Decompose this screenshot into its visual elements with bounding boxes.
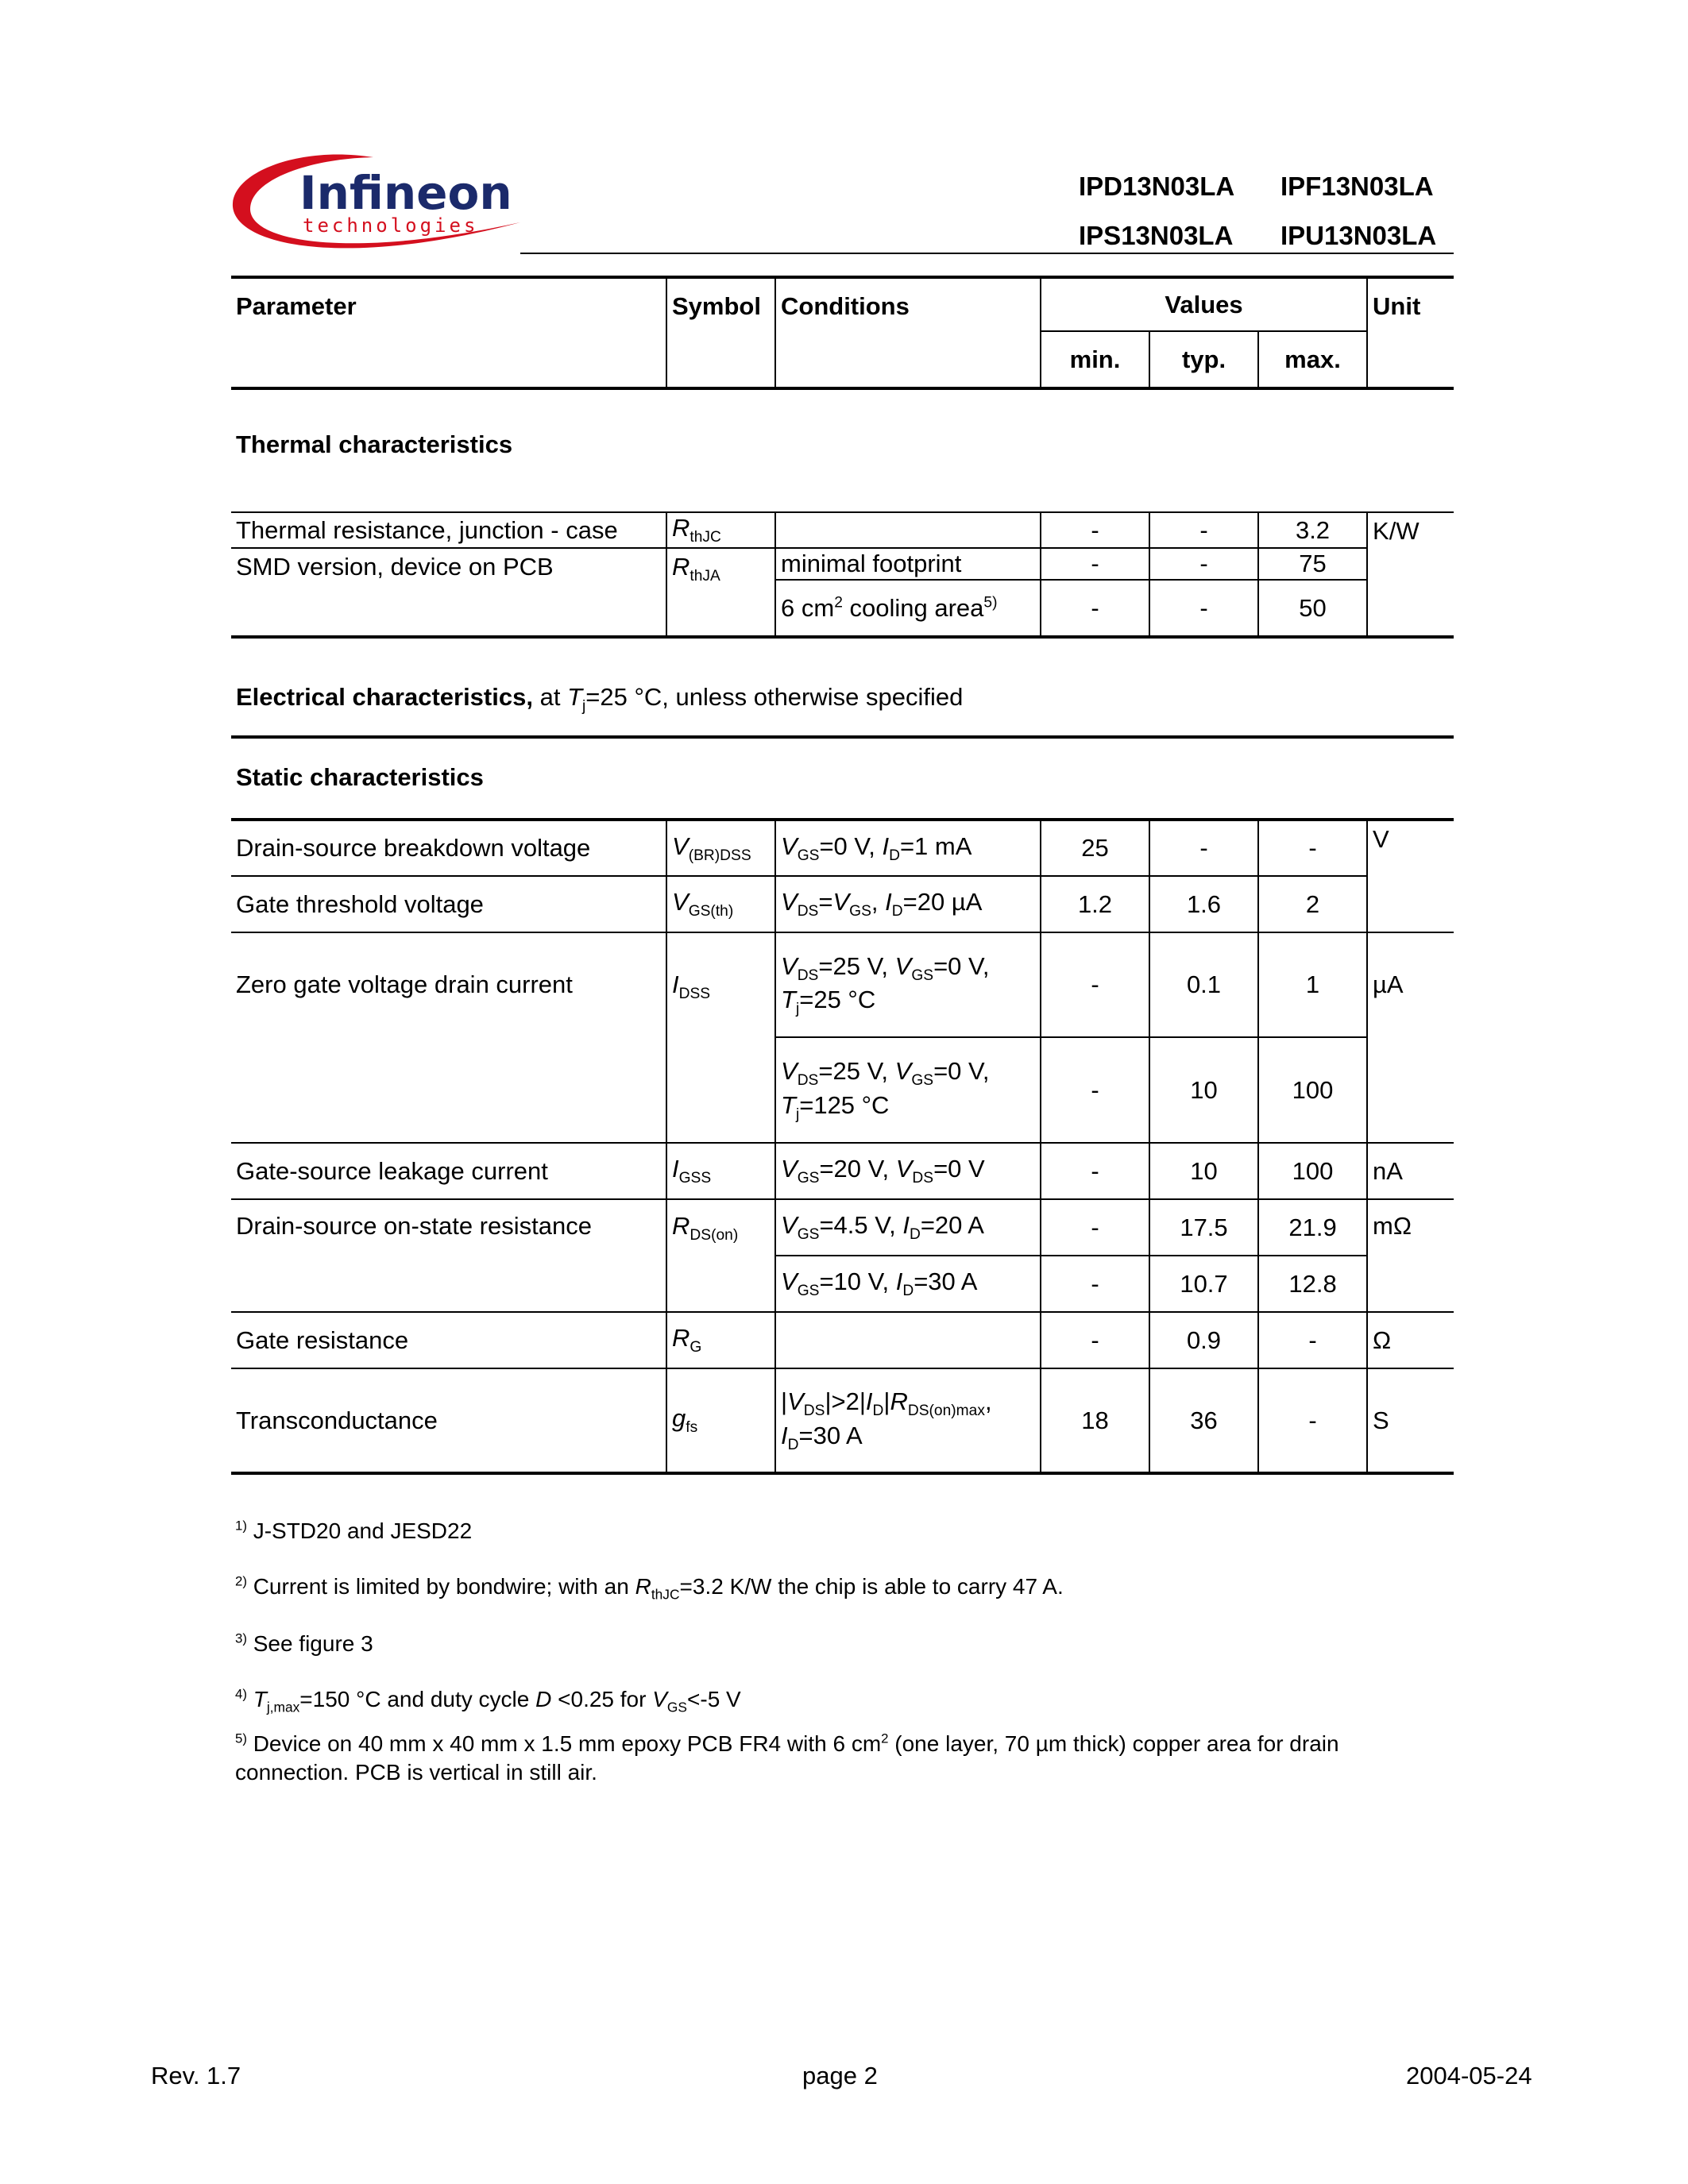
footnote-3: $^{3)}$ See figure 3 bbox=[235, 1630, 373, 1656]
max-rdson-45: 21.9 bbox=[1258, 1199, 1367, 1256]
max-rthja-2: 50 bbox=[1258, 580, 1367, 637]
min-idss-125: - bbox=[1041, 1037, 1149, 1143]
max-rthja-1: 75 bbox=[1258, 548, 1367, 580]
typ-idss-125: 10 bbox=[1149, 1037, 1258, 1143]
symbol-gfs: $g_{fs}$ bbox=[666, 1368, 775, 1473]
cond-igss: $V_{GS}=20$ V, $V_{DS}=0$ V bbox=[775, 1143, 1041, 1199]
typ-vth: 1.6 bbox=[1149, 876, 1258, 932]
table-row bbox=[231, 1312, 1454, 1368]
section-static: Static characteristics bbox=[231, 737, 1454, 820]
typ-rthja-1: - bbox=[1149, 548, 1258, 580]
typ-idss-25: 0.1 bbox=[1149, 932, 1258, 1037]
param-rdson: Drain-source on-state resistance bbox=[231, 1199, 666, 1312]
typ-rthjc: - bbox=[1149, 512, 1258, 548]
parameter-table bbox=[231, 276, 1454, 1475]
min-vth: 1.2 bbox=[1041, 876, 1149, 932]
typ-rdson-10: 10.7 bbox=[1149, 1256, 1258, 1312]
cond-rdson-10: $V_{GS}=10$ V, $I_D=30$ A bbox=[775, 1256, 1041, 1312]
cond-rthjc bbox=[775, 512, 1041, 548]
part-number-3: IPS13N03LA bbox=[1079, 221, 1234, 250]
max-idss-25: 1 bbox=[1258, 932, 1367, 1037]
part-number-2: IPF13N03LA bbox=[1280, 172, 1434, 201]
footnote-1: $^{1)}$ J-STD20 and JESD22 bbox=[235, 1518, 473, 1543]
cond-vth: $V_{DS}=V_{GS}$, $I_D=20$ µA bbox=[775, 876, 1041, 932]
cond-min-footprint: minimal footprint bbox=[775, 548, 1041, 580]
part-number-4: IPU13N03LA bbox=[1280, 221, 1437, 250]
symbol-rthjc: $R_{thJC}$ bbox=[666, 512, 775, 548]
cond-rg bbox=[775, 1312, 1041, 1368]
table-row bbox=[231, 820, 1454, 876]
min-rthja-1: - bbox=[1041, 548, 1149, 580]
typ-igss: 10 bbox=[1149, 1143, 1258, 1199]
param-vth: Gate threshold voltage bbox=[231, 876, 666, 932]
typ-rthja-2: - bbox=[1149, 580, 1258, 637]
footnote-4: $^{4)}$ $T_{j,max}=150$ °C and duty cycle D <0.25 for $V_{GS}<-5$ V bbox=[235, 1686, 741, 1715]
typ-rdson-45: 17.5 bbox=[1149, 1199, 1258, 1256]
symbol-vth: $V_{GS(th)}$ bbox=[666, 876, 775, 932]
min-idss-25: - bbox=[1041, 932, 1149, 1037]
max-rdson-10: 12.8 bbox=[1258, 1256, 1367, 1312]
header-conditions: Conditions bbox=[775, 277, 1041, 388]
max-rthjc: 3.2 bbox=[1258, 512, 1367, 548]
cond-rdson-45: $V_{GS}=4.5$ V, $I_D=20$ A bbox=[775, 1199, 1041, 1256]
min-rdson-45: - bbox=[1041, 1199, 1149, 1256]
min-igss: - bbox=[1041, 1143, 1149, 1199]
footnote-5: $^{5)}$ Device on 40 mm x 40 mm x 1.5 mm epoxy PCB FR4 with 6 $cm^2$ (one layer, 70 µm thick) copper area for drain connection. PCB is vertical in still air. bbox=[235, 1731, 1339, 1785]
unit-ohm: Ω bbox=[1367, 1312, 1454, 1368]
symbol-rg: $R_G$ bbox=[666, 1312, 775, 1368]
section-thermal: Thermal characteristics bbox=[231, 388, 1454, 512]
header-values: Values bbox=[1041, 277, 1367, 331]
part-number-1: IPD13N03LA bbox=[1079, 172, 1235, 201]
cond-idss-25: $V_{DS}=25$ V, $V_{GS}=0$ V, $T_j=25$ °C bbox=[775, 932, 1041, 1037]
infineon-logo bbox=[226, 149, 528, 276]
typ-bvdss: - bbox=[1149, 820, 1258, 876]
footer-page: page 2 bbox=[802, 2062, 878, 2089]
unit-siemens: S bbox=[1367, 1368, 1454, 1473]
max-vth: 2 bbox=[1258, 876, 1367, 932]
unit-nanoamp: nA bbox=[1367, 1143, 1454, 1199]
max-idss-125: 100 bbox=[1258, 1037, 1367, 1143]
param-bvdss: Drain-source breakdown voltage bbox=[231, 820, 666, 876]
min-gfs: 18 bbox=[1041, 1368, 1149, 1473]
table-row bbox=[231, 932, 1454, 1037]
logo-sub: technologies bbox=[303, 214, 479, 237]
footer-revision: Rev. 1.7 bbox=[151, 2062, 241, 2089]
typ-gfs: 36 bbox=[1149, 1368, 1258, 1473]
param-rthja: SMD version, device on PCB bbox=[231, 548, 666, 637]
table-header-row bbox=[231, 277, 1454, 331]
logo-name: Infineon bbox=[299, 166, 512, 220]
footnote-2: $^{2)}$ Current is limited by bondwire; with an $R_{thJC}=3.2$ K/W the chip is able to carry 47 A. bbox=[235, 1573, 1064, 1603]
cond-cooling-area: 6 $cm^2$ cooling area$^{5)}$ bbox=[775, 580, 1041, 637]
symbol-igss: $I_{GSS}$ bbox=[666, 1143, 775, 1199]
max-igss: 100 bbox=[1258, 1143, 1367, 1199]
unit-volt: V bbox=[1367, 820, 1454, 932]
max-rg: - bbox=[1258, 1312, 1367, 1368]
header-min: min. bbox=[1041, 331, 1149, 388]
min-rg: - bbox=[1041, 1312, 1149, 1368]
cond-idss-125: $V_{DS}=25$ V, $V_{GS}=0$ V, $T_j=125$ °C bbox=[775, 1037, 1041, 1143]
unit-microamp: µA bbox=[1367, 932, 1454, 1143]
table-row bbox=[231, 1199, 1454, 1256]
table-row bbox=[231, 1368, 1454, 1473]
min-rdson-10: - bbox=[1041, 1256, 1149, 1312]
cond-bvdss: $V_{GS}=0$ V, $I_D=1$ mA bbox=[775, 820, 1041, 876]
table-row bbox=[231, 548, 1454, 580]
min-rthja-2: - bbox=[1041, 580, 1149, 637]
header-unit: Unit bbox=[1367, 277, 1454, 388]
unit-thermal: K/W bbox=[1367, 512, 1454, 637]
unit-milliohm: mΩ bbox=[1367, 1199, 1454, 1312]
param-igss: Gate-source leakage current bbox=[231, 1143, 666, 1199]
table-row bbox=[231, 1143, 1454, 1199]
symbol-rthja: $R_{thJA}$ bbox=[666, 548, 775, 637]
symbol-rdson: $R_{DS(on)}$ bbox=[666, 1199, 775, 1312]
symbol-bvdss: $V_{(BR)DSS}$ bbox=[666, 820, 775, 876]
section-electrical: Electrical characteristics, at $T_j=25$ °C, unless otherwise specified bbox=[231, 637, 1454, 737]
param-rg: Gate resistance bbox=[231, 1312, 666, 1368]
header-max: max. bbox=[1258, 331, 1367, 388]
symbol-idss: $I_{DSS}$ bbox=[666, 932, 775, 1143]
header-symbol: Symbol bbox=[666, 277, 775, 388]
min-rthjc: - bbox=[1041, 512, 1149, 548]
table-row bbox=[231, 512, 1454, 548]
max-gfs: - bbox=[1258, 1368, 1367, 1473]
header-parameter: Parameter bbox=[231, 277, 666, 388]
table-row bbox=[231, 876, 1454, 932]
header-typ: typ. bbox=[1149, 331, 1258, 388]
param-rthjc: Thermal resistance, junction - case bbox=[231, 512, 666, 548]
cond-gfs: $|V_{DS}|>2|I_D|R_{DS(on)max}$, $I_D=30$ A bbox=[775, 1368, 1041, 1473]
header-rule bbox=[520, 253, 1454, 254]
footer-date: 2004-05-24 bbox=[1406, 2062, 1532, 2089]
min-bvdss: 25 bbox=[1041, 820, 1149, 876]
param-idss: Zero gate voltage drain current bbox=[231, 932, 666, 1143]
param-gfs: Transconductance bbox=[231, 1368, 666, 1473]
max-bvdss: - bbox=[1258, 820, 1367, 876]
typ-rg: 0.9 bbox=[1149, 1312, 1258, 1368]
